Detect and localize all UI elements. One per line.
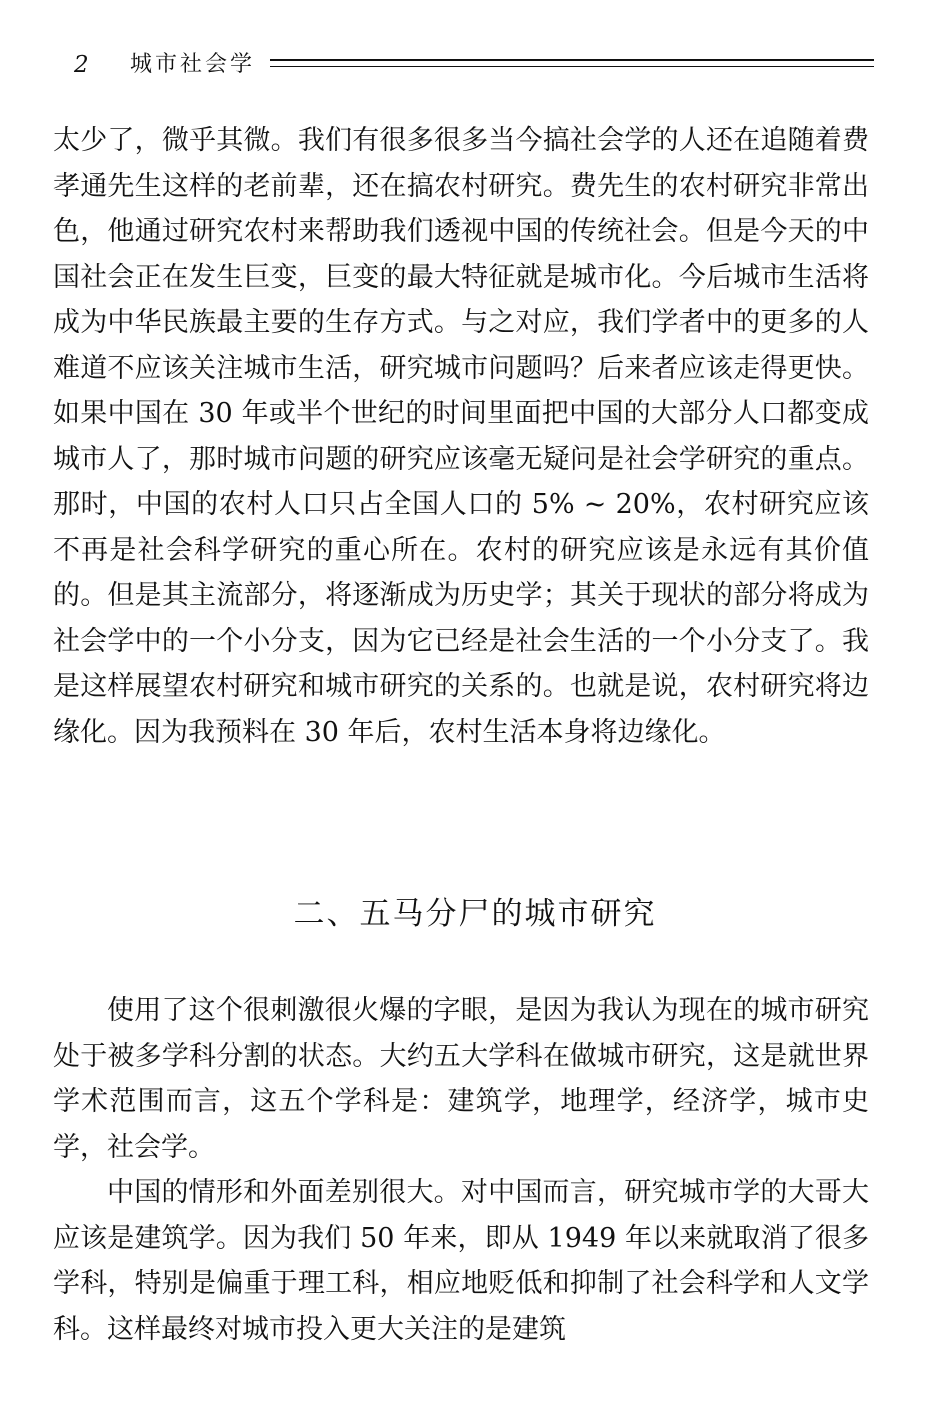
running-title: 城市社会学 (130, 52, 256, 77)
continued-paragraph: 太少了，微乎其微。我们有很多很多当今搞社会学的人还在追随着费孝通先生这样的老前辈，还在搞农村研究。费先生的农村研究非常出色，他通过研究农村来帮助我们透视中国的传统社会。但是今天的中国社会正在发生巨变，巨变的最大特征就是城市化。今后城市生活将成为中华民族最主要的生存方式。与之对应，我们学者中的更多的人难道不应该关注城市生活，研究城市问题吗？后来者应该走得更快。如果中国在 30 年或半个世纪的时间里面把中国的大部分人口都变成城市人了，那时城市问题的研究应该毫无疑问是社会学研究的重点。那时，中国的农村人口只占全国人口的 5% ~ 20%，农村研究应该不再是社会科学研究的重心所在。农村的研究应该是永远有其价值的。但是其主流部分，将逐渐成为历史学；其关于现状的部分将成为社会学中的一个小分支，因为它已经是社会生活的一个小分支了。我是这样展望农村研究和城市研究的关系的。也就是说，农村研究将边缘化。因为我预料在 30 年后，农村生活本身将边缘化。 (53, 125, 869, 748)
body-text-bottom (53, 988, 869, 1352)
paragraph: 中国的情形和外面差别很大。对中国而言，研究城市学的大哥大应该是建筑学。因为我们 50 年来，即从 1949 年以来就取消了很多学科，特别是偏重于理工科，相应地贬低和抑制了社会科学和人文学科。这样最终对城市投入更大关注的是建筑 (53, 1177, 869, 1345)
header-rule (270, 59, 874, 67)
paragraph: 使用了这个很刺激很火爆的字眼，是因为我认为现在的城市研究处于被多学科分割的状态。大约五大学科在做城市研究，这是就世界学术范围而言，这五个学科是：建筑学，地理学，经济学，城市史学，社会学。 (53, 995, 869, 1163)
section-heading: 二、五马分尸的城市研究 (293, 896, 657, 932)
running-header (74, 48, 874, 84)
page-number: 2 (74, 52, 89, 78)
body-text-top (53, 118, 869, 755)
